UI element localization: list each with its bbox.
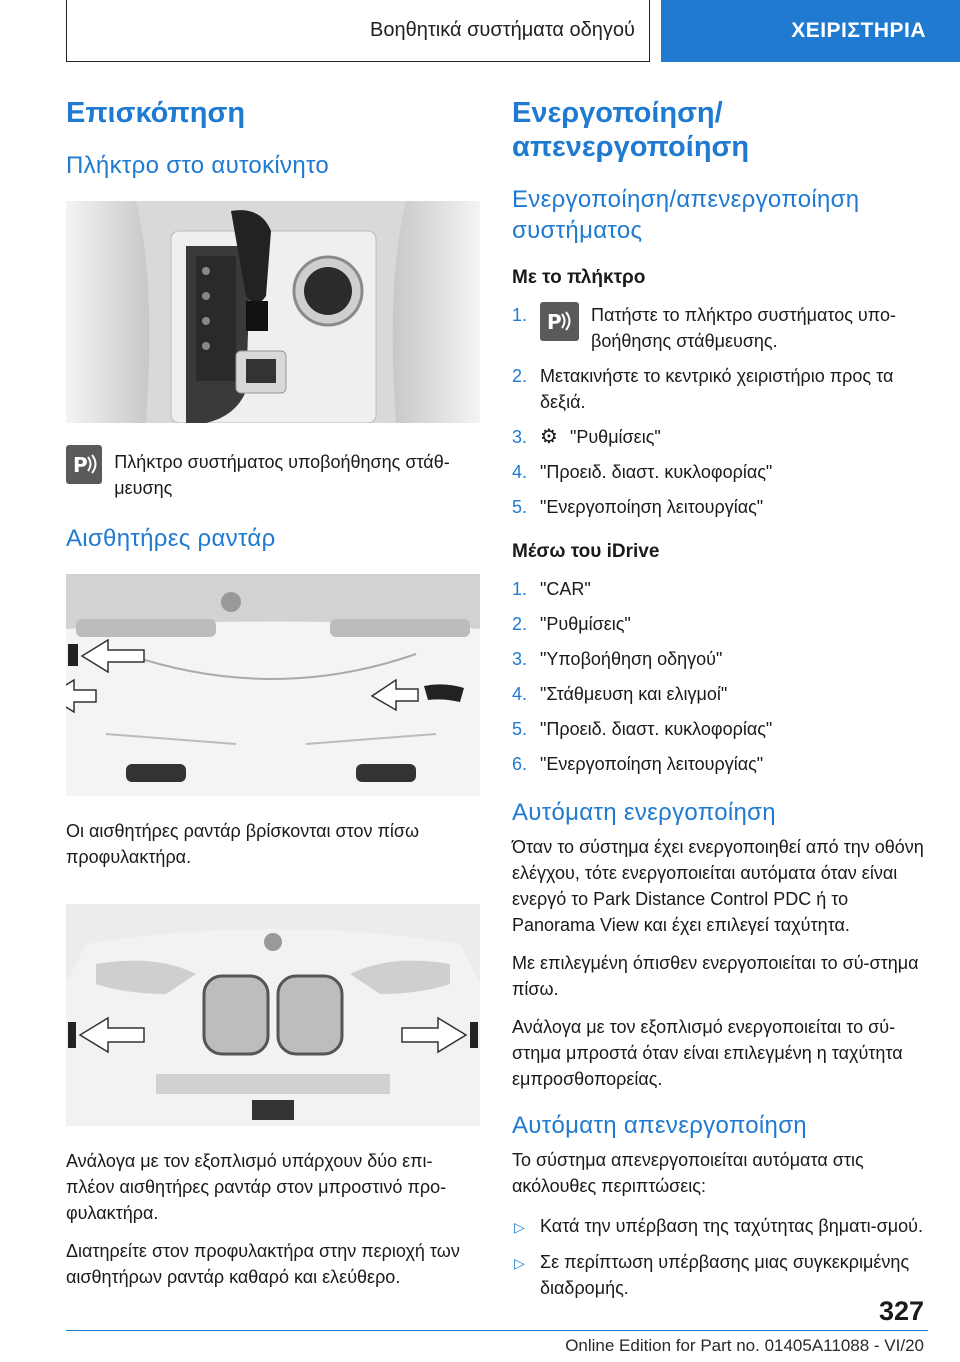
- button-method-heading: Με το πλήκτρο: [512, 267, 646, 288]
- button-heading: Πλήκτρο στο αυτοκίνητο: [66, 152, 330, 179]
- auto-on-text-2: Με επιλεγμένη όπισθεν ενεργοποιείται το σύ-στημα πίσω.: [512, 953, 919, 999]
- header-chapter-label: ΧΕΙΡΙΣΤΗΡΙΑ: [791, 19, 926, 42]
- auto-off-item: ▷ Σε περίπτωση υπέρβασης μιας συγκεκριμένης διαδρομής.: [514, 1252, 910, 1298]
- bullet-triangle-icon: ▷: [514, 1219, 525, 1235]
- front-caption: Ανάλογα με τον εξοπλισμό υπάρχουν δύο επι-πλέον αισθητήρες ραντάρ στον μπροστινό προ-φυλακτήρα.: [66, 1151, 447, 1223]
- overview-title: Επισκόπηση: [66, 97, 246, 129]
- auto-off-heading: Αυτόματη απενεργοποίηση: [512, 1112, 807, 1139]
- auto-on-text-1: Όταν το σύστημα έχει ενεργοποιηθεί από την οθόνη ελέγχου, τότε ενεργοποιείται αυτόματα όταν είναι ενεργό το Park Distance Control PDC ή το Panorama View και έχει επιλεγεί ταχύτητα.: [512, 837, 924, 935]
- parking-assist-button-icon: [66, 445, 102, 484]
- auto-off-list: [512, 1213, 932, 1301]
- button-caption-row: [66, 445, 480, 501]
- button-step-text: Μετακινήστε το κεντρικό χειριστήριο προς τα δεξιά.: [540, 366, 894, 412]
- idrive-step: 1. "CAR": [512, 579, 591, 599]
- sensors-heading: Αισθητήρες ραντάρ: [66, 525, 276, 552]
- auto-on-heading: Αυτόματη ενεργοποίηση: [512, 799, 776, 826]
- bullet-triangle-icon: ▷: [514, 1255, 525, 1271]
- gear-icon: ⚙: [540, 426, 558, 448]
- activation-subtitle: Ενεργοποίηση/απενεργοποίηση συστήματος: [512, 186, 860, 244]
- button-step-text: Πατήστε το πλήκτρο συστήματος υπο-βοήθησης στάθμευσης.: [591, 305, 896, 351]
- idrive-step: 2. "Ρυθμίσεις": [512, 614, 631, 634]
- page-number: 327: [878, 1296, 924, 1326]
- header-section-title: [66, 0, 650, 62]
- button-step: 1. P Πατήστε το πλήκτρο συστήματος υπο-βοήθησης στάθμευσης.: [512, 302, 932, 354]
- button-steps: [512, 302, 932, 520]
- activation-title: Ενεργοποίηση/απενεργοποίηση: [512, 97, 750, 163]
- button-step: 4. "Προειδ. διαστ. κυκλοφορίας": [512, 462, 773, 482]
- rear-caption: Οι αισθητήρες ραντάρ βρίσκονται στον πίσω προφυλακτήρα.: [66, 821, 420, 867]
- auto-off-item: ▷ Κατά την υπέρβαση της ταχύτητας βηματι-σμού.: [512, 1213, 932, 1239]
- rear-bumper-image: [66, 574, 480, 796]
- button-step-text: "Προειδ. διαστ. κυκλοφορίας": [540, 462, 773, 482]
- button-step: 2. Μετακινήστε το κεντρικό χειριστήριο προς τα δεξιά.: [512, 366, 894, 412]
- idrive-steps: [512, 576, 932, 777]
- button-step-text: "Ρυθμίσεις": [569, 427, 661, 447]
- footer-divider: [66, 1330, 928, 1331]
- right-column: [512, 96, 932, 1311]
- center-console-image: [66, 201, 480, 423]
- idrive-step: 6. "Ενεργοποίηση λειτουργίας": [512, 754, 764, 774]
- button-caption: Πλήκτρο συστήματος υποβοήθησης στάθ-μευσης: [114, 452, 450, 498]
- left-column: [66, 96, 480, 1302]
- button-step-text: "Ενεργοποίηση λειτουργίας": [540, 497, 764, 517]
- front-bumper-image: [66, 904, 480, 1126]
- svg-text:P: P: [547, 310, 562, 334]
- auto-off-intro: Το σύστημα απενεργοποιείται αυτόματα στις ακόλουθες περιπτώσεις:: [512, 1150, 864, 1196]
- idrive-step: 5. "Προειδ. διαστ. κυκλοφορίας": [512, 719, 773, 739]
- idrive-method-heading: Μέσω του iDrive: [512, 541, 660, 562]
- idrive-step: 4. "Στάθμευση και ελιγμοί": [512, 684, 728, 704]
- header-section-label: Βοηθητικά συστήματα οδηγού: [370, 19, 635, 41]
- auto-on-text-3: Ανάλογα με τον εξοπλισμό ενεργοποιείται το σύ-στημα μπροστά όταν είναι επιλεγμένη η ταχύτητα εμπροσθοπορείας.: [512, 1017, 903, 1089]
- button-step: 5. "Ενεργοποίηση λειτουργίας": [512, 497, 764, 517]
- parking-assist-button-icon: [540, 302, 579, 341]
- button-step: 3. ⚙ "Ρυθμίσεις": [512, 426, 661, 448]
- header-chapter-tab: [661, 0, 960, 62]
- footer-edition: Online Edition for Part no. 01405A11088 - VI/20: [565, 1336, 924, 1355]
- keep-clear-note: Διατηρείτε στον προφυλακτήρα στην περιοχή των αισθητήρων ραντάρ καθαρό και ελεύθερο.: [66, 1241, 460, 1287]
- svg-text:P: P: [73, 453, 88, 477]
- idrive-step: 3. "Υποβοήθηση οδηγού": [512, 649, 723, 669]
